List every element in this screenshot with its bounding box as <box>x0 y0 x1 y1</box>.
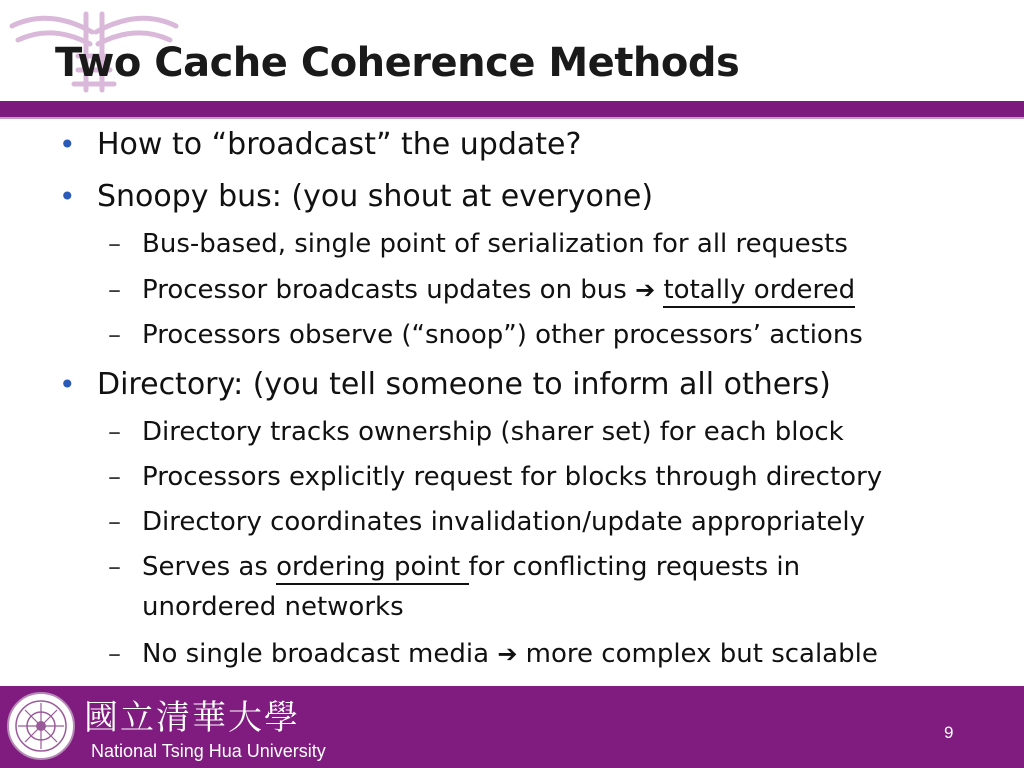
bullet-broadcast: How to “broadcast” the update? <box>97 127 582 162</box>
nthu-seal-icon <box>6 691 76 761</box>
directory-item-4-pre: Serves as <box>142 552 277 582</box>
page-number: 9 <box>944 723 954 742</box>
snoopy-item-2 <box>142 275 855 305</box>
header-divider <box>0 101 1024 117</box>
sub-dash: – <box>108 552 121 582</box>
sub-dash: – <box>108 417 121 447</box>
sub-dash: – <box>108 507 121 537</box>
directory-item-1: Directory tracks ownership (sharer set) for each block <box>142 417 844 447</box>
directory-item-2: Processors explicitly request for blocks through directory <box>142 462 883 492</box>
sub-dash: – <box>108 275 121 305</box>
sub-dash: – <box>108 229 121 259</box>
totally-ordered-underlined: totally ordered <box>663 275 855 308</box>
footer-bar <box>0 686 1024 768</box>
bullet-dot: • <box>59 180 76 213</box>
bullet-dot: • <box>59 368 76 401</box>
directory-item-5 <box>142 639 878 669</box>
bullet-dot: • <box>59 128 76 161</box>
snoopy-item-1: Bus-based, single point of serialization for all requests <box>142 229 848 259</box>
sub-dash: – <box>108 462 121 492</box>
right-arrow-icon: ➔ <box>635 276 656 304</box>
ordering-point-underlined: ordering point <box>276 552 468 585</box>
snoopy-item-3: Processors observe (“snoop”) other processors’ actions <box>142 320 863 350</box>
directory-item-4-post: for conflicting requests in <box>468 552 801 582</box>
header-divider-accent <box>0 117 1024 119</box>
university-english-name: National Tsing Hua University <box>91 741 326 761</box>
sub-dash: – <box>108 320 121 350</box>
directory-item-4-line2: unordered networks <box>142 592 404 622</box>
sub-dash: – <box>108 639 121 669</box>
bullet-snoopy: Snoopy bus: (you shout at everyone) <box>97 179 654 214</box>
right-arrow-icon: ➔ <box>497 640 518 668</box>
directory-item-5-post: more complex but scalable <box>517 639 878 669</box>
bullet-directory: Directory: (you tell someone to inform all others) <box>97 367 831 402</box>
university-chinese-name: 國立清華大學 <box>84 698 300 738</box>
snoopy-item-2-text: Processor broadcasts updates on bus <box>142 275 636 305</box>
slide-title: Two Cache Coherence Methods <box>55 40 740 86</box>
directory-item-4 <box>142 552 800 582</box>
directory-item-3: Directory coordinates invalidation/update appropriately <box>142 507 866 537</box>
directory-item-5-pre: No single broadcast media <box>142 639 498 669</box>
